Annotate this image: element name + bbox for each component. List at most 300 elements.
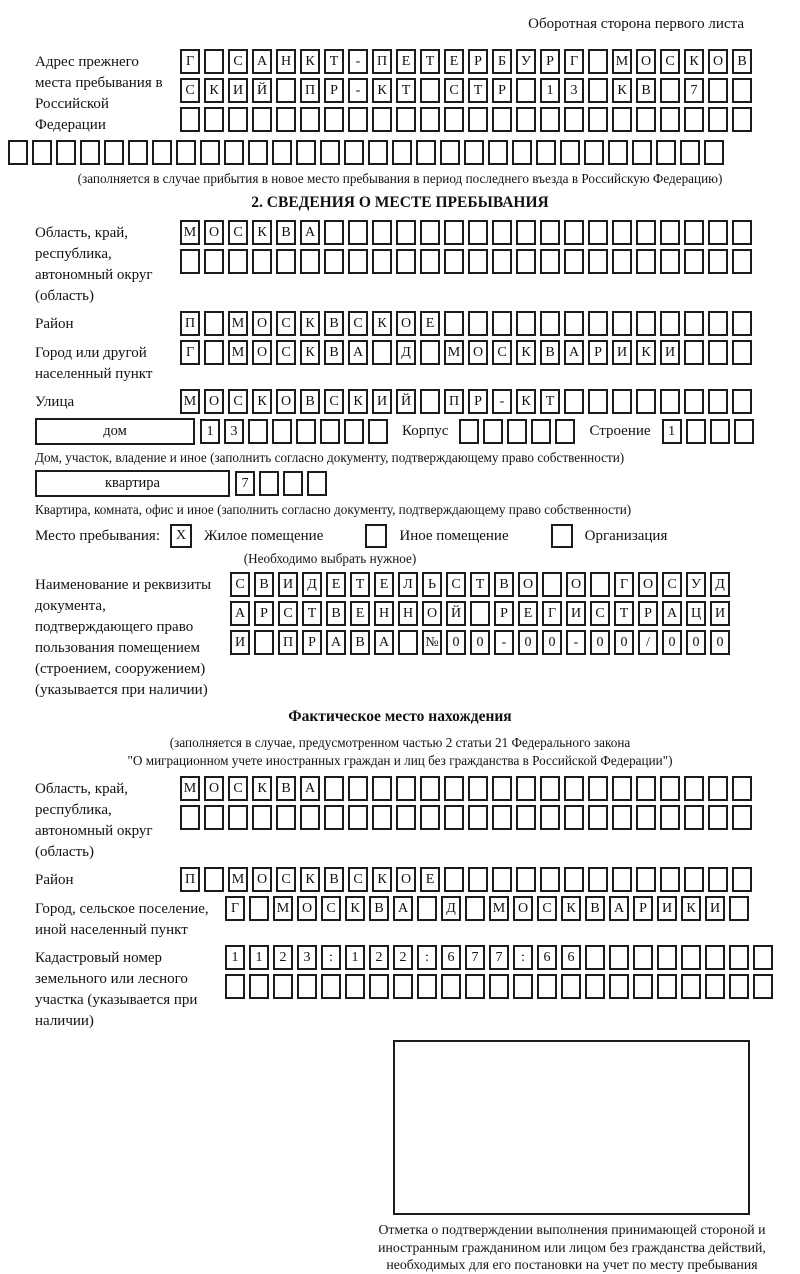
char-box[interactable] xyxy=(612,867,632,892)
char-box[interactable]: Р xyxy=(492,78,512,103)
char-box[interactable]: О xyxy=(252,311,272,336)
char-box[interactable] xyxy=(252,805,272,830)
char-box[interactable]: Т xyxy=(350,572,370,597)
char-box[interactable] xyxy=(588,78,608,103)
char-box[interactable]: Ц xyxy=(686,601,706,626)
char-box[interactable]: Р xyxy=(254,601,274,626)
char-box[interactable]: К xyxy=(345,896,365,921)
char-box[interactable]: К xyxy=(516,340,536,365)
char-box[interactable]: Е xyxy=(420,311,440,336)
char-box[interactable] xyxy=(732,340,752,365)
char-box[interactable] xyxy=(372,776,392,801)
char-box[interactable] xyxy=(492,249,512,274)
char-box[interactable]: Р xyxy=(638,601,658,626)
char-box[interactable] xyxy=(732,867,752,892)
char-box[interactable] xyxy=(708,776,728,801)
char-box[interactable] xyxy=(470,601,490,626)
char-box[interactable] xyxy=(660,78,680,103)
char-box[interactable]: С xyxy=(590,601,610,626)
char-box[interactable] xyxy=(636,107,656,132)
char-box[interactable] xyxy=(540,107,560,132)
char-box[interactable]: Е xyxy=(444,49,464,74)
char-box[interactable] xyxy=(516,220,536,245)
char-box[interactable] xyxy=(296,140,316,165)
char-box[interactable] xyxy=(444,776,464,801)
char-box[interactable]: О xyxy=(468,340,488,365)
char-box[interactable] xyxy=(56,140,76,165)
char-box[interactable] xyxy=(468,107,488,132)
char-box[interactable] xyxy=(300,805,320,830)
char-box[interactable] xyxy=(249,974,269,999)
char-box[interactable] xyxy=(660,389,680,414)
char-box[interactable]: С xyxy=(228,776,248,801)
char-box[interactable] xyxy=(204,311,224,336)
char-box[interactable]: К xyxy=(516,389,536,414)
char-box[interactable]: А xyxy=(348,340,368,365)
char-box[interactable]: С xyxy=(348,867,368,892)
char-box[interactable] xyxy=(104,140,124,165)
char-box[interactable] xyxy=(660,220,680,245)
char-box[interactable] xyxy=(588,107,608,132)
char-box[interactable]: К xyxy=(204,78,224,103)
char-box[interactable]: 0 xyxy=(662,630,682,655)
char-box[interactable] xyxy=(656,140,676,165)
char-box[interactable]: Й xyxy=(396,389,416,414)
char-box[interactable] xyxy=(588,776,608,801)
char-box[interactable]: Т xyxy=(470,572,490,597)
char-box[interactable] xyxy=(468,867,488,892)
char-box[interactable] xyxy=(633,974,653,999)
char-box[interactable] xyxy=(180,805,200,830)
char-box[interactable]: В xyxy=(324,340,344,365)
char-box[interactable]: М xyxy=(228,340,248,365)
char-box[interactable]: 3 xyxy=(297,945,317,970)
char-box[interactable]: О xyxy=(396,311,416,336)
char-box[interactable] xyxy=(516,78,536,103)
char-box[interactable] xyxy=(540,220,560,245)
char-box[interactable] xyxy=(684,220,704,245)
char-box[interactable]: С xyxy=(228,389,248,414)
char-box[interactable] xyxy=(420,389,440,414)
char-box[interactable] xyxy=(660,867,680,892)
char-box[interactable] xyxy=(396,776,416,801)
char-box[interactable] xyxy=(516,805,536,830)
char-box[interactable] xyxy=(708,311,728,336)
char-box[interactable] xyxy=(708,78,728,103)
char-box[interactable]: Р xyxy=(302,630,322,655)
char-box[interactable] xyxy=(468,220,488,245)
char-box[interactable]: О xyxy=(513,896,533,921)
char-box[interactable] xyxy=(272,419,292,444)
char-box[interactable] xyxy=(321,974,341,999)
char-box[interactable] xyxy=(657,974,677,999)
char-box[interactable]: О xyxy=(204,389,224,414)
char-box[interactable]: И xyxy=(228,78,248,103)
char-box[interactable]: О xyxy=(297,896,317,921)
char-box[interactable]: М xyxy=(228,867,248,892)
char-box[interactable] xyxy=(273,974,293,999)
char-box[interactable] xyxy=(636,249,656,274)
char-box[interactable] xyxy=(588,49,608,74)
char-box[interactable] xyxy=(254,630,274,655)
char-box[interactable] xyxy=(681,945,701,970)
char-box[interactable] xyxy=(633,945,653,970)
char-box[interactable] xyxy=(492,805,512,830)
char-box[interactable] xyxy=(420,249,440,274)
checkbox-other-premises[interactable] xyxy=(365,524,387,548)
char-box[interactable]: С xyxy=(228,220,248,245)
char-box[interactable]: Р xyxy=(468,389,488,414)
char-box[interactable]: О xyxy=(276,389,296,414)
char-box[interactable] xyxy=(732,78,752,103)
char-box[interactable] xyxy=(684,340,704,365)
char-box[interactable] xyxy=(176,140,196,165)
char-box[interactable]: 0 xyxy=(446,630,466,655)
char-box[interactable]: М xyxy=(180,389,200,414)
char-box[interactable] xyxy=(705,974,725,999)
char-box[interactable] xyxy=(259,471,279,496)
char-box[interactable]: 7 xyxy=(489,945,509,970)
char-box[interactable]: Т xyxy=(302,601,322,626)
char-box[interactable]: 7 xyxy=(684,78,704,103)
char-box[interactable]: С xyxy=(276,311,296,336)
char-box[interactable] xyxy=(368,140,388,165)
char-box[interactable]: К xyxy=(561,896,581,921)
char-box[interactable] xyxy=(657,945,677,970)
char-box[interactable] xyxy=(540,311,560,336)
char-box[interactable]: С xyxy=(278,601,298,626)
char-box[interactable] xyxy=(348,220,368,245)
char-box[interactable] xyxy=(372,107,392,132)
char-box[interactable] xyxy=(465,974,485,999)
char-box[interactable]: Н xyxy=(276,49,296,74)
checkbox-residential[interactable]: X xyxy=(170,524,192,548)
char-box[interactable]: Д xyxy=(396,340,416,365)
char-box[interactable]: С xyxy=(324,389,344,414)
char-box[interactable] xyxy=(348,107,368,132)
char-box[interactable] xyxy=(636,776,656,801)
char-box[interactable]: С xyxy=(230,572,250,597)
char-box[interactable]: О xyxy=(252,340,272,365)
char-box[interactable] xyxy=(8,140,28,165)
char-box[interactable]: 2 xyxy=(369,945,389,970)
char-box[interactable] xyxy=(152,140,172,165)
char-box[interactable] xyxy=(444,805,464,830)
char-box[interactable] xyxy=(636,389,656,414)
char-box[interactable]: Р xyxy=(588,340,608,365)
char-box[interactable] xyxy=(540,867,560,892)
char-box[interactable] xyxy=(324,249,344,274)
char-box[interactable]: Н xyxy=(374,601,394,626)
char-box[interactable]: Й xyxy=(446,601,466,626)
char-box[interactable]: П xyxy=(180,311,200,336)
char-box[interactable]: В xyxy=(494,572,514,597)
char-box[interactable] xyxy=(396,220,416,245)
char-box[interactable]: / xyxy=(638,630,658,655)
char-box[interactable] xyxy=(204,867,224,892)
char-box[interactable]: И xyxy=(372,389,392,414)
char-box[interactable] xyxy=(204,49,224,74)
char-box[interactable] xyxy=(732,389,752,414)
char-box[interactable] xyxy=(732,107,752,132)
char-box[interactable] xyxy=(512,140,532,165)
char-box[interactable] xyxy=(729,974,749,999)
char-box[interactable] xyxy=(540,805,560,830)
char-box[interactable] xyxy=(636,805,656,830)
char-box[interactable] xyxy=(708,249,728,274)
char-box[interactable]: Г xyxy=(180,340,200,365)
char-box[interactable]: : xyxy=(513,945,533,970)
char-box[interactable] xyxy=(204,249,224,274)
char-box[interactable] xyxy=(420,220,440,245)
char-box[interactable] xyxy=(609,974,629,999)
char-box[interactable] xyxy=(204,805,224,830)
char-box[interactable]: 2 xyxy=(393,945,413,970)
char-box[interactable]: - xyxy=(348,78,368,103)
char-box[interactable] xyxy=(588,249,608,274)
char-box[interactable]: Е xyxy=(350,601,370,626)
char-box[interactable] xyxy=(492,776,512,801)
char-box[interactable] xyxy=(483,419,503,444)
char-box[interactable]: К xyxy=(252,220,272,245)
char-box[interactable] xyxy=(585,974,605,999)
char-box[interactable] xyxy=(324,805,344,830)
char-box[interactable]: 1 xyxy=(200,419,220,444)
char-box[interactable]: Н xyxy=(398,601,418,626)
char-box[interactable] xyxy=(710,419,730,444)
char-box[interactable] xyxy=(180,249,200,274)
char-box[interactable]: М xyxy=(273,896,293,921)
char-box[interactable]: Т xyxy=(396,78,416,103)
char-box[interactable] xyxy=(228,249,248,274)
char-box[interactable]: С xyxy=(492,340,512,365)
char-box[interactable] xyxy=(492,867,512,892)
char-box[interactable]: В xyxy=(276,220,296,245)
char-box[interactable] xyxy=(564,249,584,274)
char-box[interactable] xyxy=(680,140,700,165)
char-box[interactable]: П xyxy=(444,389,464,414)
char-box[interactable] xyxy=(540,249,560,274)
char-box[interactable] xyxy=(684,389,704,414)
char-box[interactable]: С xyxy=(180,78,200,103)
char-box[interactable] xyxy=(348,805,368,830)
char-box[interactable]: 7 xyxy=(465,945,485,970)
char-box[interactable] xyxy=(252,107,272,132)
char-box[interactable] xyxy=(507,419,527,444)
char-box[interactable] xyxy=(564,107,584,132)
char-box[interactable] xyxy=(492,311,512,336)
char-box[interactable]: - xyxy=(494,630,514,655)
char-box[interactable]: Е xyxy=(374,572,394,597)
char-box[interactable] xyxy=(705,945,725,970)
char-box[interactable] xyxy=(513,974,533,999)
char-box[interactable]: С xyxy=(537,896,557,921)
char-box[interactable] xyxy=(420,776,440,801)
char-box[interactable]: М xyxy=(228,311,248,336)
char-box[interactable]: К xyxy=(348,389,368,414)
char-box[interactable]: Т xyxy=(614,601,634,626)
char-box[interactable] xyxy=(681,974,701,999)
char-box[interactable]: С xyxy=(321,896,341,921)
char-box[interactable]: Р xyxy=(324,78,344,103)
char-box[interactable]: М xyxy=(612,49,632,74)
char-box[interactable]: Р xyxy=(494,601,514,626)
char-box[interactable]: Т xyxy=(324,49,344,74)
char-box[interactable]: А xyxy=(374,630,394,655)
char-box[interactable] xyxy=(420,340,440,365)
char-box[interactable] xyxy=(465,896,485,921)
char-box[interactable]: - xyxy=(492,389,512,414)
char-box[interactable] xyxy=(590,572,610,597)
char-box[interactable] xyxy=(708,340,728,365)
char-box[interactable]: А xyxy=(326,630,346,655)
char-box[interactable]: К xyxy=(372,867,392,892)
char-box[interactable] xyxy=(732,249,752,274)
char-box[interactable] xyxy=(348,249,368,274)
char-box[interactable]: О xyxy=(252,867,272,892)
char-box[interactable] xyxy=(516,867,536,892)
char-box[interactable] xyxy=(588,805,608,830)
char-box[interactable] xyxy=(609,945,629,970)
char-box[interactable] xyxy=(398,630,418,655)
char-box[interactable] xyxy=(612,107,632,132)
char-box[interactable] xyxy=(297,974,317,999)
char-box[interactable]: У xyxy=(686,572,706,597)
char-box[interactable] xyxy=(588,867,608,892)
char-box[interactable] xyxy=(729,896,749,921)
char-box[interactable]: В xyxy=(540,340,560,365)
char-box[interactable] xyxy=(372,220,392,245)
char-box[interactable]: С xyxy=(228,49,248,74)
char-box[interactable]: 1 xyxy=(345,945,365,970)
char-box[interactable]: К xyxy=(300,49,320,74)
char-box[interactable] xyxy=(204,340,224,365)
char-box[interactable] xyxy=(417,974,437,999)
char-box[interactable] xyxy=(468,311,488,336)
char-box[interactable]: Д xyxy=(302,572,322,597)
char-box[interactable]: В xyxy=(732,49,752,74)
char-box[interactable] xyxy=(228,805,248,830)
char-box[interactable] xyxy=(444,311,464,336)
char-box[interactable]: 3 xyxy=(224,419,244,444)
char-box[interactable]: К xyxy=(684,49,704,74)
char-box[interactable] xyxy=(440,140,460,165)
char-box[interactable] xyxy=(444,867,464,892)
char-box[interactable] xyxy=(368,419,388,444)
char-box[interactable]: А xyxy=(230,601,250,626)
char-box[interactable] xyxy=(708,107,728,132)
char-box[interactable] xyxy=(372,249,392,274)
char-box[interactable]: С xyxy=(444,78,464,103)
char-box[interactable]: Д xyxy=(441,896,461,921)
char-box[interactable]: О xyxy=(204,776,224,801)
char-box[interactable] xyxy=(686,419,706,444)
char-box[interactable] xyxy=(753,945,773,970)
char-box[interactable]: Р xyxy=(468,49,488,74)
char-box[interactable]: А xyxy=(609,896,629,921)
char-box[interactable] xyxy=(732,220,752,245)
char-box[interactable]: К xyxy=(300,867,320,892)
char-box[interactable]: 1 xyxy=(662,419,682,444)
char-box[interactable] xyxy=(492,220,512,245)
char-box[interactable]: О xyxy=(396,867,416,892)
char-box[interactable]: А xyxy=(300,220,320,245)
char-box[interactable]: П xyxy=(300,78,320,103)
char-box[interactable]: Д xyxy=(710,572,730,597)
char-box[interactable] xyxy=(612,311,632,336)
char-box[interactable]: Р xyxy=(633,896,653,921)
char-box[interactable] xyxy=(660,249,680,274)
char-box[interactable] xyxy=(369,974,389,999)
char-box[interactable]: В xyxy=(369,896,389,921)
char-box[interactable]: А xyxy=(564,340,584,365)
char-box[interactable]: С xyxy=(276,340,296,365)
char-box[interactable] xyxy=(276,805,296,830)
char-box[interactable] xyxy=(324,107,344,132)
char-box[interactable] xyxy=(588,220,608,245)
char-box[interactable] xyxy=(564,805,584,830)
char-box[interactable] xyxy=(468,249,488,274)
char-box[interactable] xyxy=(660,776,680,801)
char-box[interactable] xyxy=(444,249,464,274)
char-box[interactable]: 0 xyxy=(710,630,730,655)
char-box[interactable] xyxy=(542,572,562,597)
char-box[interactable] xyxy=(489,974,509,999)
char-box[interactable] xyxy=(348,776,368,801)
char-box[interactable]: И xyxy=(566,601,586,626)
char-box[interactable]: 0 xyxy=(590,630,610,655)
char-box[interactable]: С xyxy=(662,572,682,597)
char-box[interactable]: П xyxy=(278,630,298,655)
char-box[interactable]: Р xyxy=(540,49,560,74)
char-box[interactable]: В xyxy=(350,630,370,655)
char-box[interactable]: К xyxy=(300,340,320,365)
char-box[interactable] xyxy=(555,419,575,444)
char-box[interactable]: 1 xyxy=(249,945,269,970)
char-box[interactable] xyxy=(636,867,656,892)
char-box[interactable] xyxy=(392,140,412,165)
char-box[interactable]: К xyxy=(612,78,632,103)
char-box[interactable] xyxy=(249,896,269,921)
char-box[interactable] xyxy=(612,220,632,245)
char-box[interactable] xyxy=(320,140,340,165)
char-box[interactable] xyxy=(540,776,560,801)
char-box[interactable] xyxy=(420,78,440,103)
char-box[interactable] xyxy=(531,419,551,444)
char-box[interactable] xyxy=(345,974,365,999)
char-box[interactable]: Т xyxy=(468,78,488,103)
char-box[interactable]: В xyxy=(585,896,605,921)
char-box[interactable] xyxy=(228,107,248,132)
char-box[interactable]: 1 xyxy=(225,945,245,970)
char-box[interactable]: № xyxy=(422,630,442,655)
char-box[interactable] xyxy=(441,974,461,999)
char-box[interactable] xyxy=(459,419,479,444)
char-box[interactable] xyxy=(732,311,752,336)
char-box[interactable] xyxy=(684,249,704,274)
char-box[interactable]: А xyxy=(252,49,272,74)
char-box[interactable] xyxy=(204,107,224,132)
char-box[interactable]: 7 xyxy=(235,471,255,496)
char-box[interactable] xyxy=(708,805,728,830)
char-box[interactable] xyxy=(344,140,364,165)
char-box[interactable]: А xyxy=(393,896,413,921)
char-box[interactable]: В xyxy=(276,776,296,801)
char-box[interactable]: К xyxy=(372,78,392,103)
char-box[interactable] xyxy=(180,107,200,132)
char-box[interactable]: 6 xyxy=(537,945,557,970)
char-box[interactable]: 6 xyxy=(561,945,581,970)
